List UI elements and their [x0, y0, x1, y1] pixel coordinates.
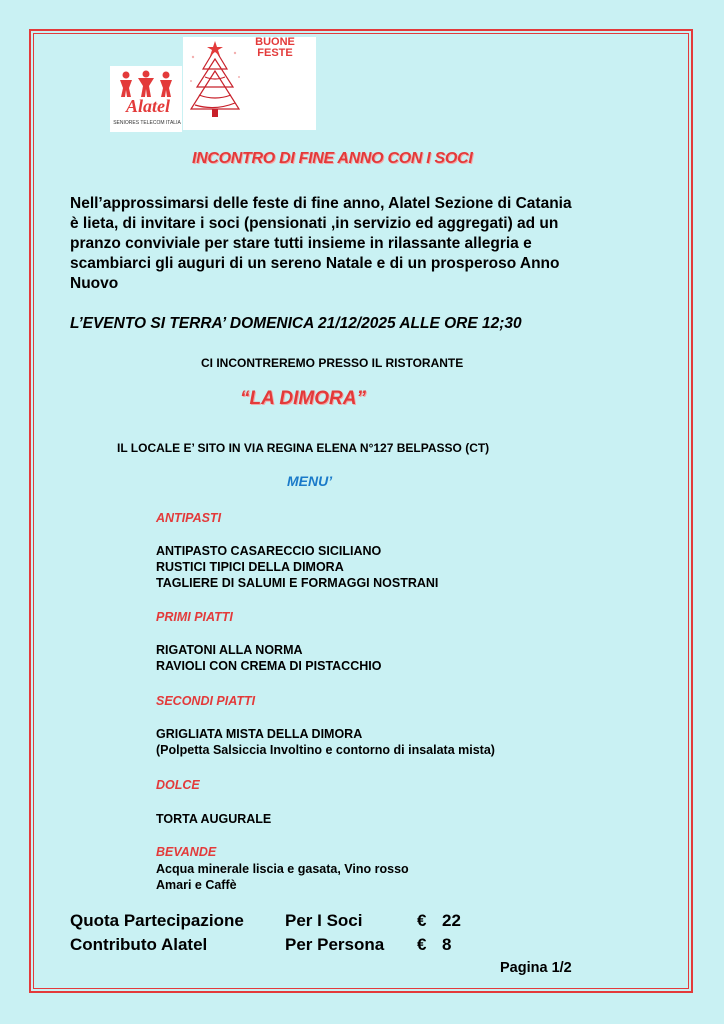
event-date: L’EVENTO SI TERRA’ DOMENICA 21/12/2025 ALLE ORE 12;30 — [70, 315, 522, 332]
intro-line: Nell’approssimarsi delle feste di fine anno, Alatel Sezione di Catania — [70, 195, 572, 212]
antipasti-list — [156, 543, 438, 591]
restaurant-address: IL LOCALE E’ SITO IN VIA REGINA ELENA N°127 BELPASSO (CT) — [117, 441, 490, 455]
intro-line: Nuovo — [70, 275, 119, 292]
section-dolce: DOLCE — [156, 778, 200, 792]
card-line-1: BUONE — [255, 36, 295, 48]
card-text — [235, 37, 315, 59]
menu-item: GRIGLIATA MISTA DELLA DIMORA — [156, 727, 363, 741]
alatel-logo-name: Alatel — [126, 96, 170, 116]
fee-currency: € — [417, 911, 427, 930]
intro-line: pranzo conviviale per stare tutti insieme in rilassante allegria e — [70, 235, 532, 252]
menu-item: (Polpetta Salsiccia Involtino e contorno di insalata mista) — [156, 743, 495, 757]
fee-label: Contributo Alatel — [70, 935, 208, 954]
intro-paragraph — [70, 194, 650, 294]
page-border-inner — [33, 33, 689, 989]
dolce-list — [156, 811, 271, 827]
page-title: INCONTRO DI FINE ANNO CON I SOCI — [192, 150, 473, 167]
fee-label: Quota Partecipazione — [70, 911, 244, 930]
menu-item: RUSTICI TIPICI DELLA DIMORA — [156, 560, 344, 574]
menu-item: RAVIOLI CON CREMA DI PISTACCHIO — [156, 659, 382, 673]
menu-item: ANTIPASTO CASARECCIO SICILIANO — [156, 544, 382, 558]
bevande-list — [156, 861, 409, 893]
menu-item: TORTA AUGURALE — [156, 812, 272, 826]
fee-who: Per Persona — [285, 935, 385, 954]
intro-line: scambiarci gli auguri di un sereno Natale e di un prosperoso Anno — [70, 255, 560, 272]
people-icon — [116, 70, 176, 98]
menu-item: TAGLIERE DI SALUMI E FORMAGGI NOSTRANI — [156, 576, 439, 590]
buone-feste-card — [183, 37, 316, 130]
section-primi: PRIMI PIATTI — [156, 610, 233, 624]
fee-who: Per I Soci — [285, 911, 363, 930]
secondi-list — [156, 726, 495, 758]
menu-item: Amari e Caffè — [156, 878, 237, 892]
fee-currency: € — [417, 935, 427, 954]
meeting-text: CI INCONTREREMO PRESSO IL RISTORANTE — [201, 356, 464, 370]
restaurant-name: “LA DIMORA” — [240, 388, 366, 409]
fee-amount: 8 — [442, 935, 452, 954]
card-line-2: FESTE — [257, 47, 293, 59]
menu-item: RIGATONI ALLA NORMA — [156, 643, 303, 657]
section-secondi: SECONDI PIATTI — [156, 694, 256, 708]
fee-amount: 22 — [442, 911, 461, 930]
menu-title: MENU’ — [287, 473, 333, 489]
intro-line: è lieta, di invitare i soci (pensionati ,in servizio ed aggregati) ad un — [70, 215, 559, 232]
primi-list — [156, 642, 381, 674]
menu-item: Acqua minerale liscia e gasata, Vino rosso — [156, 862, 409, 876]
section-bevande: BEVANDE — [156, 845, 217, 859]
page-number: Pagina 1/2 — [500, 960, 572, 976]
alatel-logo — [110, 66, 182, 132]
section-antipasti: ANTIPASTI — [156, 511, 222, 525]
alatel-logo-subtitle: SENIORES TELECOM ITALIA — [113, 120, 181, 126]
